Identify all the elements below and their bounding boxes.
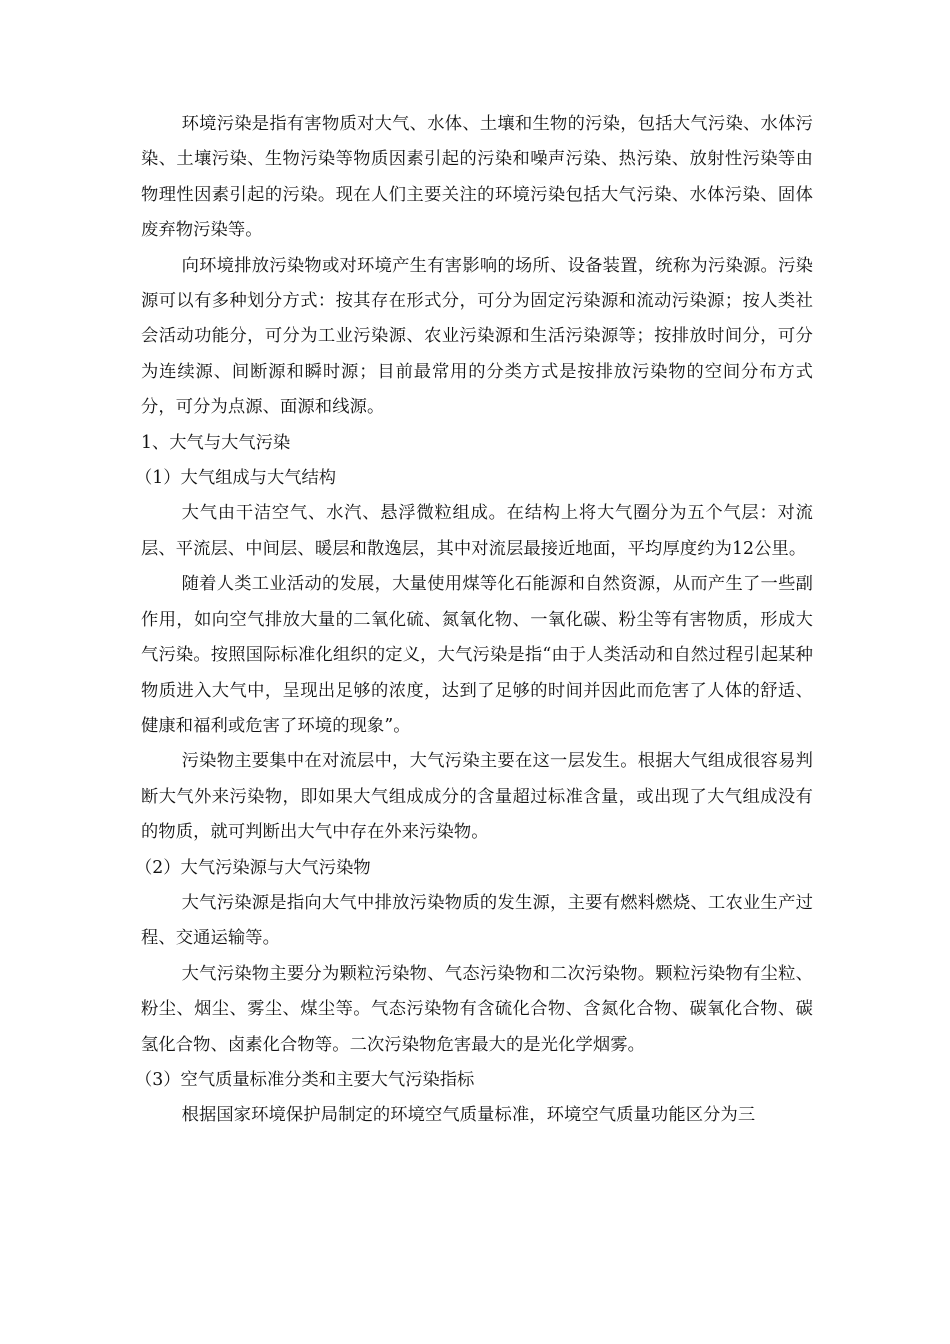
paragraph-environmental-pollution: 环境污染是指有害物质对大气、水体、土壤和生物的污染，包括大气污染、水体污染、土壤污染、生物污染等物质因素引起的污染和噪声污染、热污染、放射性污染等由物理性因素引起的污染。现在人们主要关注的环境污染包括大气污染、水体污染、固体废弃物污染等。	[141, 114, 813, 241]
subheading-atmosphere-composition: （1）大气组成与大气结构	[135, 468, 337, 489]
paragraph-troposphere-pollutants: 污染物主要集中在对流层中，大气污染主要在这一层发生。根据大气组成很容易判断大气外来污染物，即如果大气组成成分的含量超过标准含量，或出现了大气组成没有的物质，就可判断出大气中存在外来污染物。	[141, 751, 813, 843]
document-page	[135, 107, 813, 1134]
subheading-air-quality-standards: （3）空气质量标准分类和主要大气污染指标	[135, 1069, 475, 1090]
subheading-pollution-sources: （2）大气污染源与大气污染物	[135, 857, 371, 878]
paragraph-air-pollutant-types: 大气污染物主要分为颗粒污染物、气态污染物和二次污染物。颗粒污染物有尘粒、粉尘、烟尘、雾尘、煤尘等。气态污染物有含硫化合物、含氮化合物、碳氧化合物、碳氢化合物、卤素化合物等。二次污染物危害最大的是光化学烟雾。	[141, 963, 813, 1055]
section-heading-atmosphere: 1、大气与大气污染	[141, 432, 291, 453]
paragraph-air-pollution-sources: 大气污染源是指向大气中排放污染物质的发生源，主要有燃料燃烧、工农业生产过程、交通运输等。	[141, 892, 813, 949]
paragraph-atmosphere-structure: 大气由干洁空气、水汽、悬浮微粒组成。在结构上将大气圈分为五个气层：对流层、平流层、中间层、暖层和散逸层，其中对流层最接近地面，平均厚度约为12公里。	[141, 503, 813, 559]
paragraph-air-quality-zones: 根据国家环境保护局制定的环境空气质量标准，环境空气质量功能区分为三	[181, 1105, 756, 1126]
paragraph-air-pollution-definition: 随着人类工业活动的发展，大量使用煤等化石能源和自然资源，从而产生了一些副作用，如向空气排放大量的二氧化硫、氮氧化物、一氧化碳、粉尘等有害物质，形成大气污染。按照国际标准化组织的定义，大气污染是指“由于人类活动和自然过程引起某种物质进入大气中，呈现出足够的浓度，达到了足够的时间并因此而危害了人体的舒适、健康和福利或危害了环境的现象”。	[141, 574, 813, 736]
paragraph-pollution-sources: 向环境排放污染物或对环境产生有害影响的场所、设备装置，统称为污染源。污染源可以有多种划分方式：按其存在形式分，可分为固定污染源和流动污染源；按人类社会活动功能分，可分为工业污染源、农业污染源和生活污染源等；按排放时间分，可分为连续源、间断源和瞬时源；目前最常用的分类方式是按排放污染物的空间分布方式分，可分为点源、面源和线源。	[141, 255, 813, 418]
